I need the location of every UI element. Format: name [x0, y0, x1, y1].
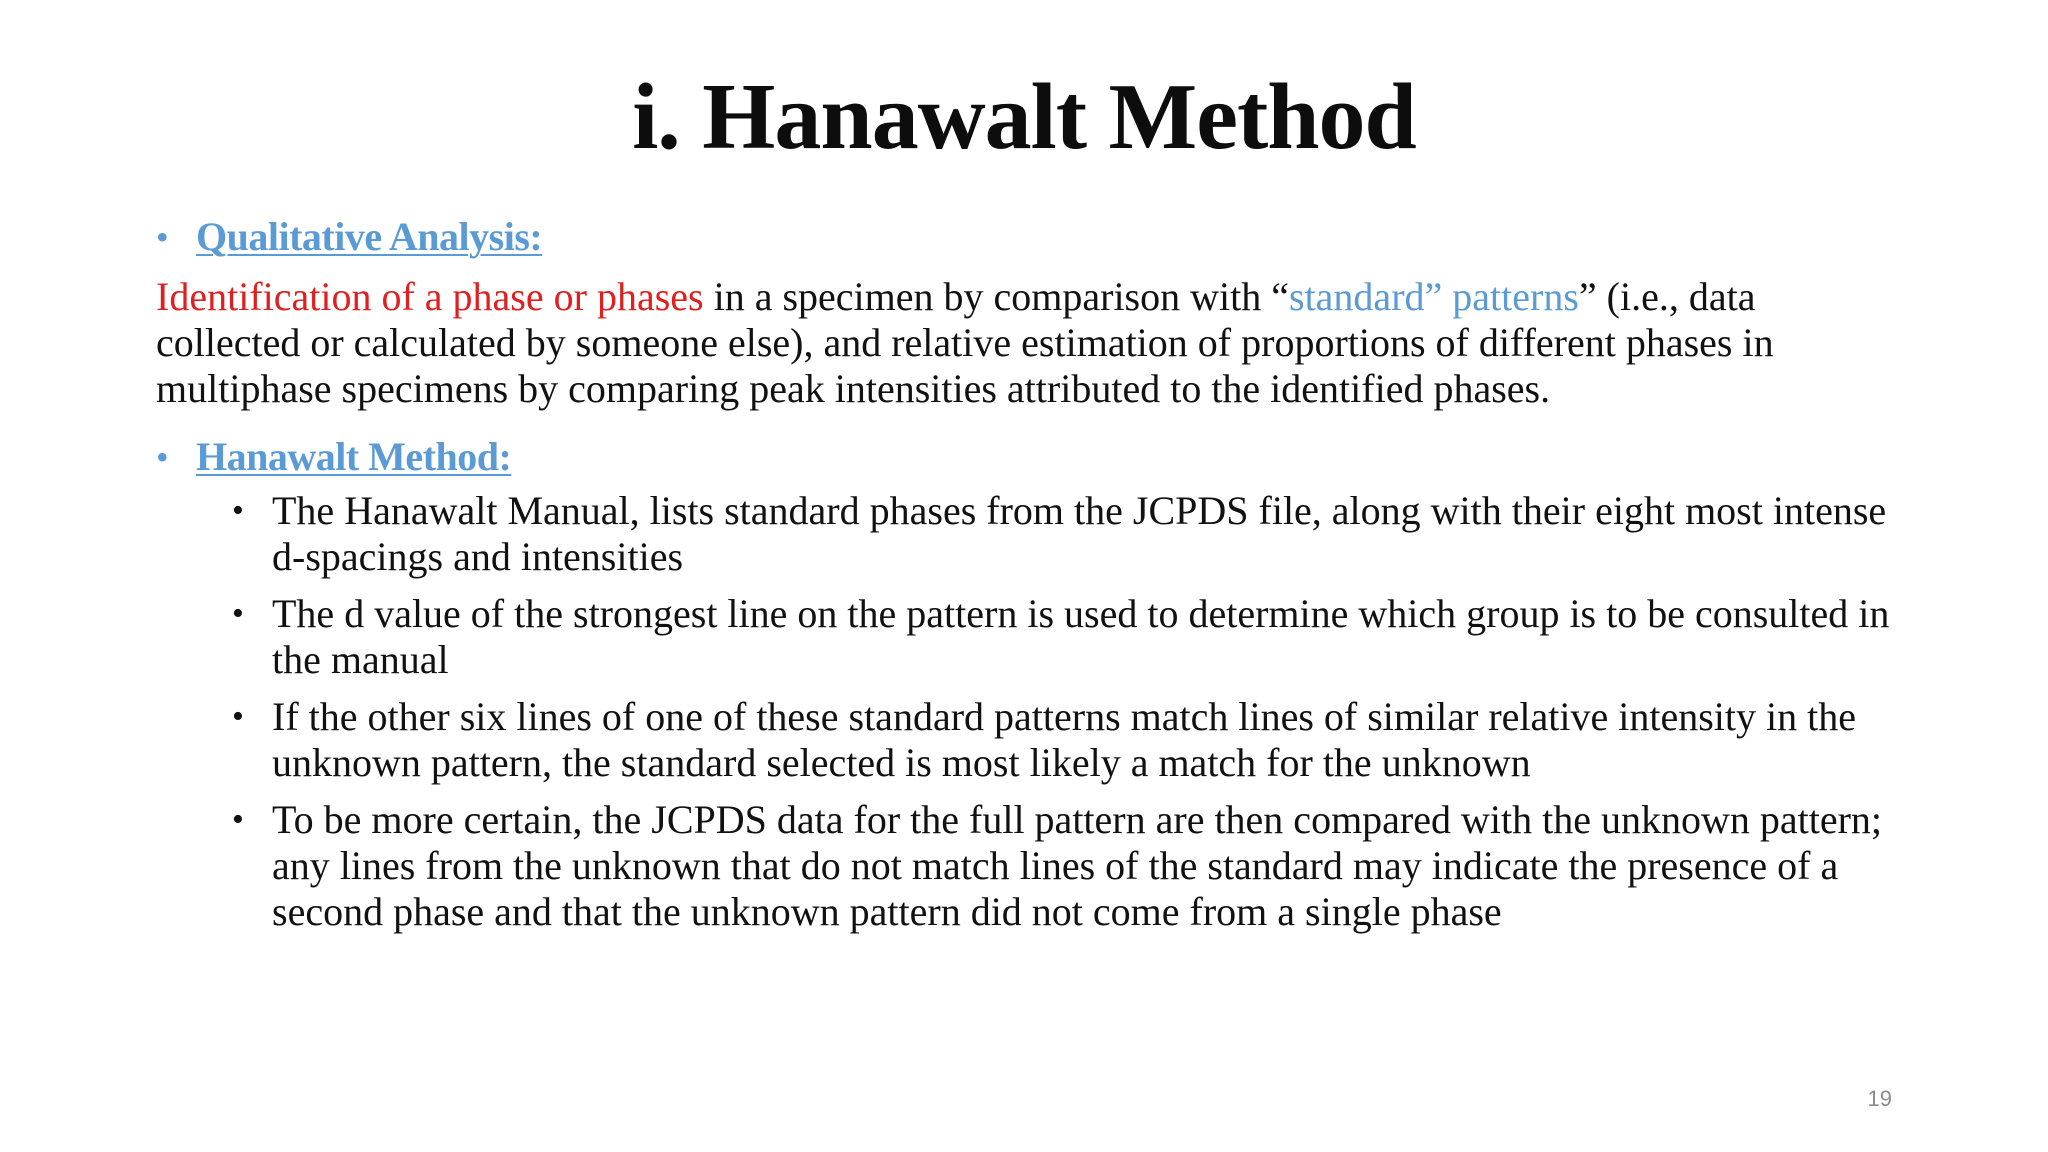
standard-patterns-text: standard” patterns [1289, 274, 1579, 319]
list-item [232, 591, 1896, 683]
list-item [232, 694, 1896, 786]
qualitative-bullet [156, 212, 1896, 262]
hanawalt-sub-list [156, 488, 1896, 935]
list-item-text: To be more certain, the JCPDS data for the full pattern are then compared with the unknown pattern; any lines from the unknown that do not match lines of the standard may indicate the presence of a second phase and that the unknown pattern did not come from a single phase [272, 797, 1883, 934]
phase-identification-text: Identification of a phase or phases [156, 274, 704, 319]
list-item [232, 797, 1896, 935]
bullet-dot-icon: • [156, 217, 169, 257]
sub-bullet-dot-icon: • [232, 492, 244, 529]
qualitative-analysis-heading[interactable]: Qualitative Analysis: [196, 214, 543, 259]
bullet-dot-icon: • [156, 437, 169, 477]
list-item-text: The d value of the strongest line on the pattern is used to determine which group is to be consulted in the manual [272, 591, 1890, 682]
sub-bullet-dot-icon: • [232, 801, 244, 838]
sub-bullet-dot-icon: • [232, 698, 244, 735]
sub-bullet-dot-icon: • [232, 595, 244, 632]
list-item-text: If the other six lines of one of these standard patterns match lines of similar relative intensity in the unknown pattern, the standard selected is most likely a match for the unknown [272, 694, 1857, 785]
paragraph-text-part-2: ” (i.e., data collected or calculated by someone else), and relative estimation of proportions of different phases in multiphase specimens by comparing peak intensities attributed to the identified phases. [156, 274, 1774, 411]
page-number: 19 [1867, 1086, 1892, 1111]
hanawalt-bullet [156, 432, 1896, 482]
slide-body [156, 212, 1896, 946]
list-item [232, 488, 1896, 580]
list-item-text: The Hanawalt Manual, lists standard phases from the JCPDS file, along with their eight most intense d-spacings and intensities [272, 488, 1887, 579]
slide-title: i. Hanawalt Method [632, 65, 1416, 169]
hanawalt-method-heading[interactable]: Hanawalt Method: [196, 434, 512, 479]
paragraph-text-part-1: in a specimen by comparison with “ [703, 274, 1289, 319]
qualitative-paragraph [156, 274, 1896, 412]
